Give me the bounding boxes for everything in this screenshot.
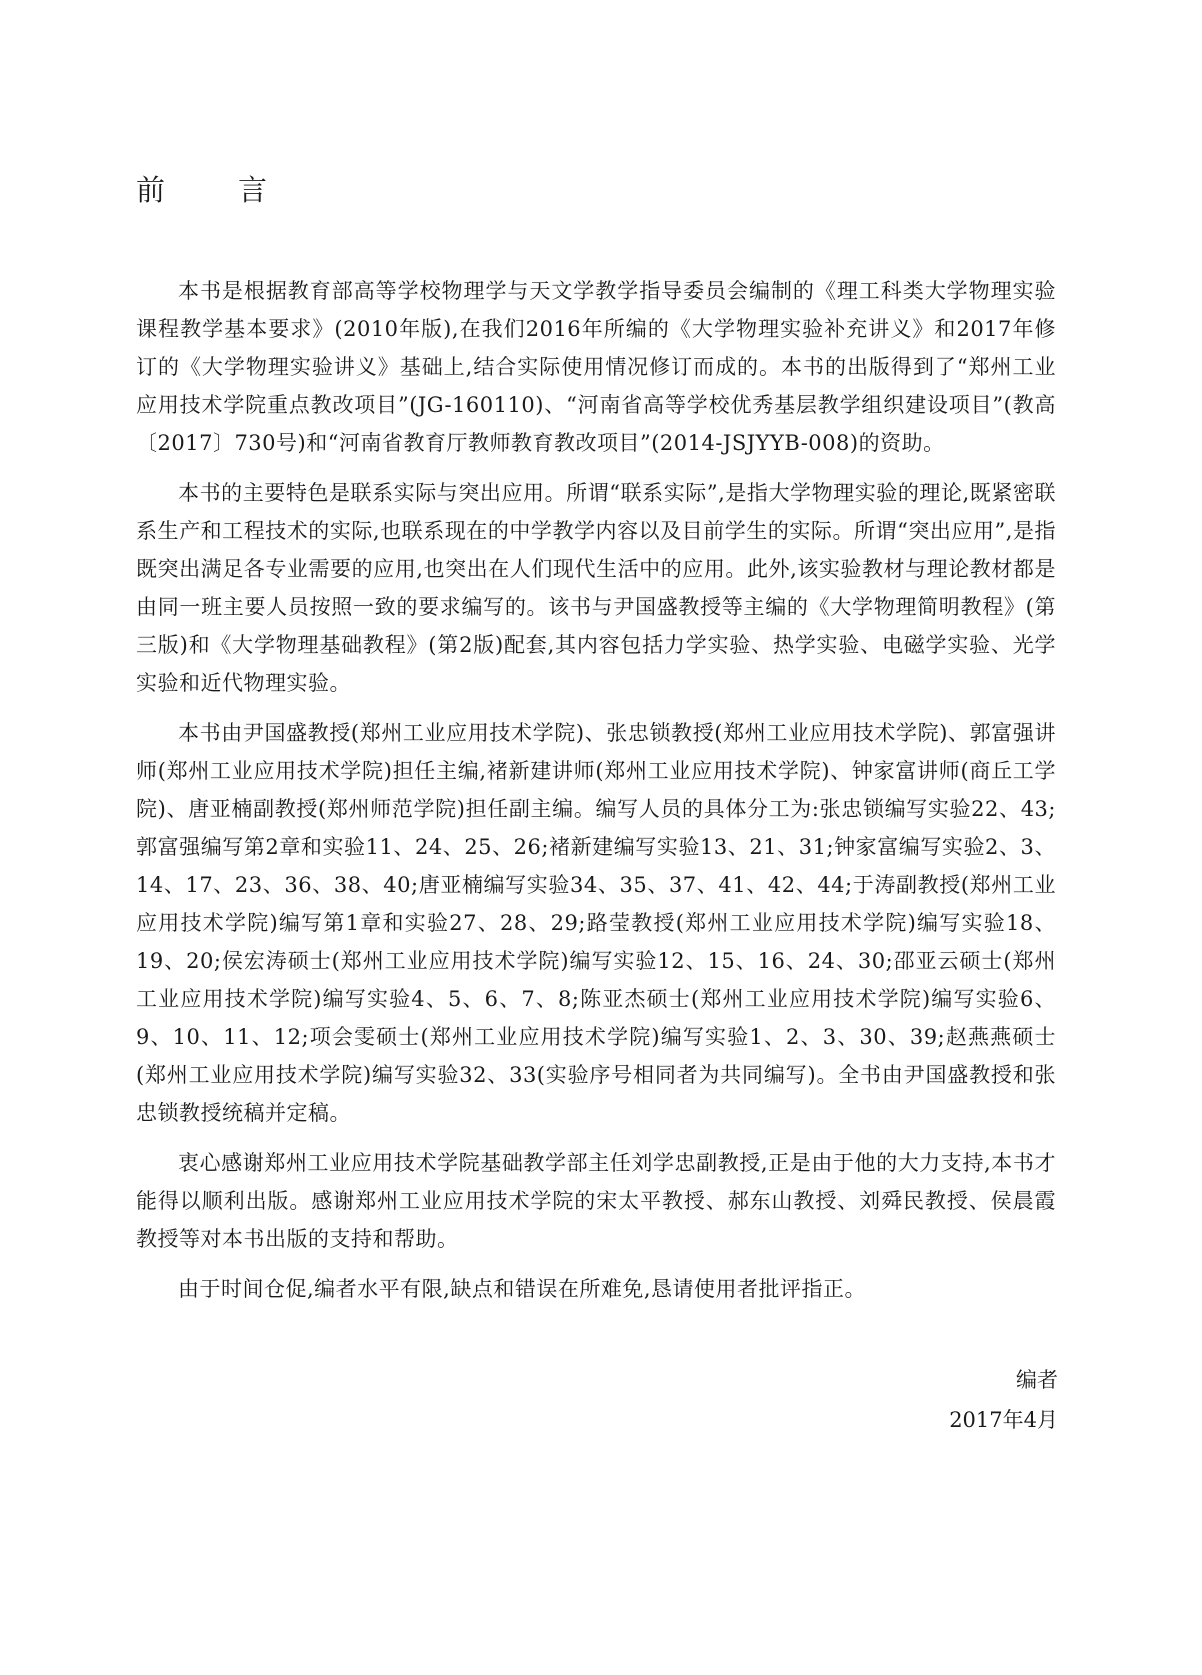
paragraph-funding: 本书是根据教育部高等学校物理学与天文学教学指导委员会编制的《理工科类大学物理实验课程教学基本要求》(2010年版),在我们2016年所编的《大学物理实验补充讲义》和2017年修订的《大学物理实验讲义》基础上,结合实际使用情况修订而成的。本书的出版得到了“郑州工业应用技术学院重点教改项目”(JG-160110)、“河南省高等学校优秀基层教学组织建设项目”(教高〔2017〕730号)和“河南省教育厅教师教育教改项目”(2014-JSJYYB-008)的资助。 xyxy=(136,279,1056,455)
page-title: 前 言 xyxy=(136,173,290,207)
paragraph-acknowledgements: 衷心感谢郑州工业应用技术学院基础教学部主任刘学忠副教授,正是由于他的大力支持,本书才能得以顺利出版。感谢郑州工业应用技术学院的宋太平教授、郝东山教授、刘舜民教授、侯晨霞教授等对本书出版的支持和帮助。 xyxy=(136,1151,1056,1251)
paragraph-authors: 本书由尹国盛教授(郑州工业应用技术学院)、张忠锁教授(郑州工业应用技术学院)、郭富强讲师(郑州工业应用技术学院)担任主编,褚新建讲师(郑州工业应用技术学院)、钟家富讲师(商丘工学院)、唐亚楠副教授(郑州师范学院)担任副主编。编写人员的具体分工为:张忠锁编写实验22、43;郭富强编写第2章和实验11、24、25、26;褚新建编写实验13、21、31;钟家富编写实验2、3、14、17、23、36、38、40;唐亚楠编写实验34、35、37、41、42、44;于涛副教授(郑州工业应用技术学院)编写第1章和实验27、28、29;路莹教授(郑州工业应用技术学院)编写实验18、19、20;侯宏涛硕士(郑州工业应用技术学院)编写实验12、15、16、24、30;邵亚云硕士(郑州工业应用技术学院)编写实验4、5、6、7、8;陈亚杰硕士(郑州工业应用技术学院)编写实验6、9、10、11、12;项会雯硕士(郑州工业应用技术学院)编写实验1、2、3、30、39;赵燕燕硕士(郑州工业应用技术学院)编写实验32、33(实验序号相同者为共同编写)。全书由尹国盛教授和张忠锁教授统稿并定稿。 xyxy=(136,721,1056,1125)
signature-block xyxy=(949,1360,1058,1440)
signature-author: 编者 xyxy=(1016,1368,1058,1392)
signature-date: 2017年4月 xyxy=(949,1408,1058,1432)
paragraph-closing: 由于时间仓促,编者水平有限,缺点和错误在所难免,恳请使用者批评指正。 xyxy=(178,1277,867,1301)
preface-body xyxy=(136,272,1056,1320)
paragraph-features: 本书的主要特色是联系实际与突出应用。所谓“联系实际”,是指大学物理实验的理论,既紧密联系生产和工程技术的实际,也联系现在的中学教学内容以及目前学生的实际。所谓“突出应用”,是指既突出满足各专业需要的应用,也突出在人们现代生活中的应用。此外,该实验教材与理论教材都是由同一班主要人员按照一致的要求编写的。该书与尹国盛教授等主编的《大学物理简明教程》(第三版)和《大学物理基础教程》(第2版)配套,其内容包括力学实验、热学实验、电磁学实验、光学实验和近代物理实验。 xyxy=(136,481,1056,695)
